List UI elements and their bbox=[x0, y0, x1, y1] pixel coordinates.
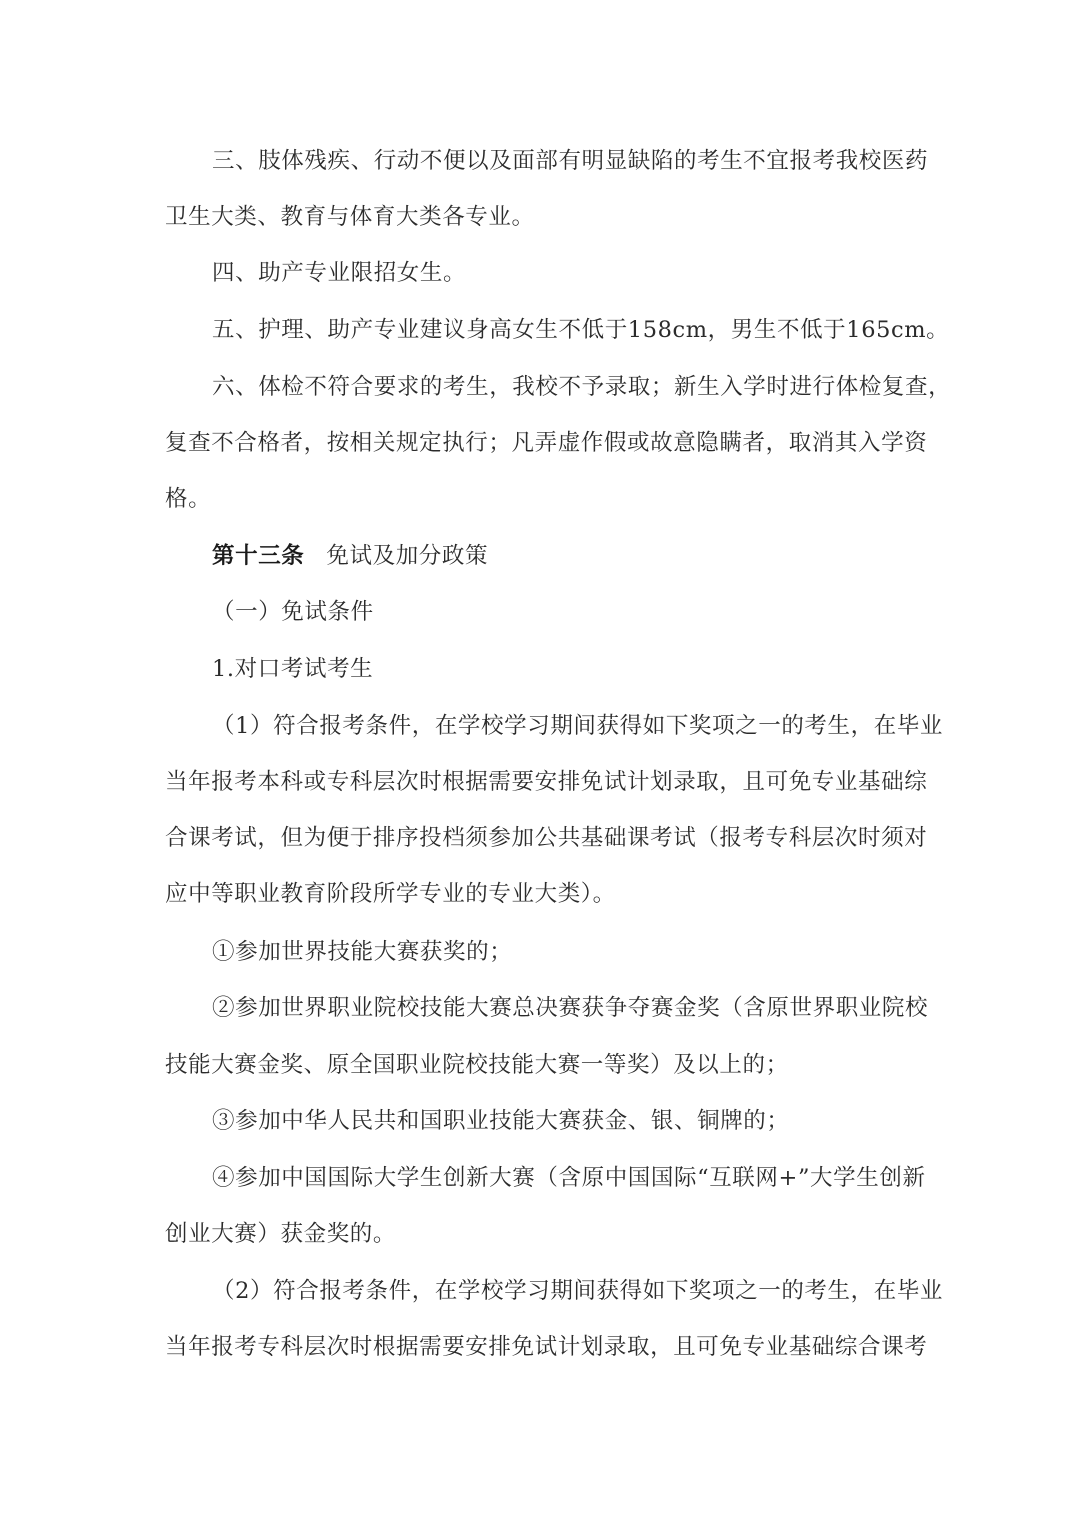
paragraph-line: 技能大赛金奖、原全国职业院校技能大赛一等奖）及以上的； bbox=[165, 1052, 789, 1078]
paragraph-line: 当年报考本科或专科层次时根据需要安排免试计划录取，且可免专业基础综 bbox=[165, 769, 928, 795]
paragraph-line: 应中等职业教育阶段所学专业的专业大类）。 bbox=[165, 881, 616, 907]
list-item: ①参加世界技能大赛获奖的； bbox=[212, 939, 513, 965]
paragraph-line: 四、助产专业限招女生。 bbox=[212, 260, 467, 286]
paragraph-line: 三、肢体残疾、行动不便以及面部有明显缺陷的考生不宜报考我校医药 bbox=[212, 148, 929, 174]
paragraph-line: （2）符合报考条件，在学校学习期间获得如下奖项之一的考生，在毕业 bbox=[212, 1278, 944, 1304]
article-number: 第十三条 bbox=[212, 543, 305, 569]
list-item: ④参加中国国际大学生创新大赛（含原中国国际“互联网+”大学生创新 bbox=[212, 1165, 926, 1191]
paragraph-line: 卫生大类、教育与体育大类各专业。 bbox=[165, 204, 535, 230]
paragraph-line: 六、体检不符合要求的考生，我校不予录取；新生入学时进行体检复查， bbox=[212, 374, 952, 400]
paragraph-line: 当年报考专科层次时根据需要安排免试计划录取，且可免专业基础综合课考 bbox=[165, 1334, 928, 1360]
paragraph-line: 格。 bbox=[165, 486, 212, 512]
subsection-heading: 1.对口考试考生 bbox=[212, 656, 374, 682]
paragraph-line: 合课考试，但为便于排序投档须参加公共基础课考试（报考专科层次时须对 bbox=[165, 825, 928, 851]
paragraph-line: （1）符合报考条件，在学校学习期间获得如下奖项之一的考生，在毕业 bbox=[212, 713, 944, 739]
section-heading: （一）免试条件 bbox=[212, 599, 374, 625]
list-item: ③参加中华人民共和国职业技能大赛获金、银、铜牌的； bbox=[212, 1108, 790, 1134]
article-heading bbox=[212, 541, 488, 571]
article-title: 免试及加分政策 bbox=[326, 543, 489, 569]
paragraph-line: 五、护理、助产专业建议身高女生不低于158cm，男生不低于165cm。 bbox=[212, 317, 950, 343]
list-item: ②参加世界职业院校技能大赛总决赛获争夺赛金奖（含原世界职业院校 bbox=[212, 995, 929, 1021]
paragraph-line: 复查不合格者，按相关规定执行；凡弄虚作假或故意隐瞒者，取消其入学资 bbox=[165, 430, 928, 456]
paragraph-line: 创业大赛）获金奖的。 bbox=[165, 1221, 397, 1247]
